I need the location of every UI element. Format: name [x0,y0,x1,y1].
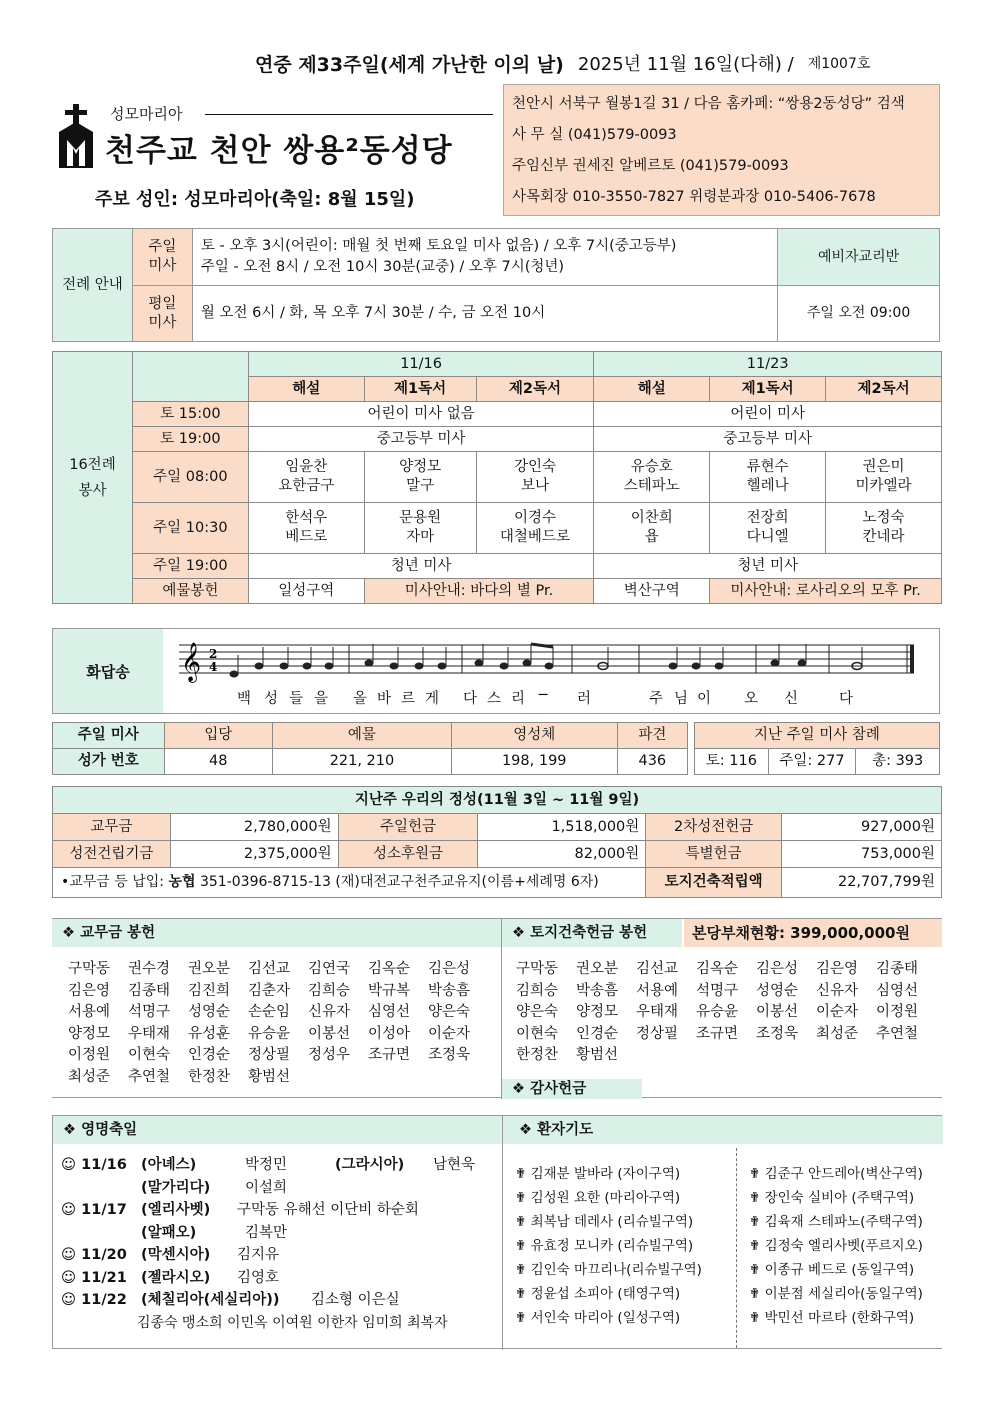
donor-name: 김은영 [68,982,111,999]
donor-name: 김선교 [636,961,679,977]
issue-number: 제1007호 [807,56,871,72]
offering-table [52,786,942,898]
patient-entry: ✟ 김육재 스테파노(주택구역) [749,1214,923,1230]
donor-name: 유승윤 [696,1004,739,1020]
hymn-header: 예물 [273,723,452,749]
donor-name: 서용예 [68,1004,111,1020]
donor-name: 조규면 [368,1047,411,1063]
role-header: 해설 [248,377,364,402]
liturgy-label: 전례 안내 [53,229,133,342]
psalm-label: 화답송 [53,629,163,713]
donor-name: 이현숙 [128,1047,171,1063]
donor-name: 이현숙 [516,1025,559,1042]
donor-name: 김춘자 [248,982,291,999]
liturgy-table [52,228,940,342]
mass-time: 주일 10:30 [132,503,248,554]
donor-name: 심영선 [876,982,919,999]
donor-name: 양은숙 [516,1004,559,1020]
thanks-header: ❖ 감사헌금 [502,1079,642,1099]
svg-text:𝄞: 𝄞 [181,642,202,682]
patients-left [515,1162,735,1330]
psalm-box [52,628,940,714]
mass-note: 청년 미사 [248,554,594,579]
office-phone: 사 무 실 (041)579-0093 [512,127,677,143]
sunday-title: 연중 제33주일(세계 가난한 이의 날) [255,53,564,76]
donor-name: 한정찬 [188,1068,231,1085]
mass-note: 중고등부 미사 [248,427,594,452]
feast-line: 김종숙 맹소희 이민옥 이여원 이한자 임미희 최복자 [137,1314,448,1331]
donors-section [52,918,942,1098]
donor-name: 서용예 [636,982,679,999]
server-cell: 양정모 말구 [364,452,476,503]
patient-entry: ✟ 김준구 안드레아(벽산구역) [749,1166,923,1182]
patients-header: ❖ 환자기도 [503,1116,943,1144]
donor-name: 양은숙 [428,1004,471,1020]
donor-name: 심영선 [368,1004,411,1020]
donor-name: 권오분 [576,961,619,977]
offering-amount: 1,518,000원 [478,814,646,841]
feast-patients-section [52,1115,942,1349]
feast-line: (말가리다) 이설희 [141,1179,288,1196]
server-cell: 노정숙 칸네라 [826,503,942,554]
patron-saint: 주보 성인: 성모마리아(축일: 8월 15일) [95,189,415,210]
council-phones: 사목회장 010-3550-7827 위령분과장 010-5406-7678 [512,189,876,205]
donor-name: 권오분 [188,961,231,977]
donor-name: 석명구 [128,1004,171,1020]
donor-name: 김희승 [516,982,559,999]
donor-name: 우태재 [128,1025,171,1042]
ministry-table [52,351,942,604]
server-cell: 유승호 스테파노 [594,452,710,503]
donor-name: 조정욱 [428,1047,471,1063]
donor-name: 김종태 [128,982,171,999]
donor-name: 정상필 [636,1025,679,1042]
mass-guide: 미사안내: 로사리오의 모후 Pr. [710,579,942,604]
date-header: 11/23 [594,352,942,377]
feast-line: ☺ 11/21 (젤라시오) 김영호 [61,1269,280,1286]
church-name: 천주교 천안 쌍용²동성당 [105,133,453,169]
land-names [516,959,942,1067]
donor-name: 이정원 [876,1004,919,1020]
offering-type: 성전건립기금 [53,841,171,868]
divider [205,114,493,115]
donor-name: 이순자 [428,1025,471,1042]
ministry-label: 16전례 봉사 [53,352,133,604]
donor-name: 김은성 [756,961,799,977]
donor-name: 박송흠 [428,982,471,999]
donor-name: 한정찬 [516,1047,559,1063]
divider [736,1148,737,1348]
land-fund-label: 토지건축적립액 [646,868,782,898]
server-cell: 류현수 헬레나 [710,452,826,503]
offering-type: 성소후원금 [338,841,478,868]
offering-amount: 2,375,000원 [170,841,338,868]
role-header: 제2독서 [476,377,594,402]
donor-name: 석명구 [696,982,739,999]
weekday-mass-times: 월 오전 6시 / 화, 목 오후 7시 30분 / 수, 금 오전 10시 [192,286,777,342]
patient-entry: ✟ 서인숙 마리아 (일성구역) [515,1310,681,1326]
role-header: 제1독서 [364,377,476,402]
svg-text:4: 4 [209,660,218,674]
feast-line: ☺ 11/16 (아녜스) 박정민 (그라시아) 남현욱 [61,1157,476,1173]
mass-note: 청년 미사 [594,554,942,579]
feast-line: ☺ 11/22 (체칠리아(세실리아)) 김소형 이은실 [61,1292,400,1308]
pastor-phone: 주임신부 권세진 알베르토 (041)579-0093 [512,158,789,174]
offering-amount: 927,000원 [782,814,942,841]
hymn-number: 221, 210 [273,749,452,775]
donor-name: 구막동 [516,961,559,977]
offering-zone: 벽산구역 [594,579,710,604]
attendance-value: 주일: 277 [768,749,856,775]
patient-entry: ✟ 최복남 데레사 (리슈빌구역) [515,1214,694,1230]
donor-name: 김희승 [308,982,351,999]
donor-name: 김종태 [876,961,919,977]
attendance-value: 토: 116 [695,749,769,775]
sunday-mass-label: 주일 미사 [132,229,192,286]
donor-name: 황범선 [576,1047,619,1063]
catechumen-label: 예비자교리반 [778,229,940,286]
mass-note: 어린이 미사 [594,402,942,427]
server-cell: 이경수 대철베드로 [476,503,594,554]
feast-line: (알패오) 김복만 [141,1224,288,1241]
church-subtitle: 성모마리아 [110,105,183,123]
hymn-header: 파견 [617,723,687,749]
patient-entry: ✟ 김인숙 마끄리나(리슈빌구역) [515,1262,702,1278]
offering-type: 주일헌금 [338,814,478,841]
donor-name: 조규면 [696,1025,739,1042]
patient-entry: ✟ 유효정 모니카 (리슈빌구역) [515,1238,694,1254]
patient-entry: ✟ 김재분 발바라 (자이구역) [515,1166,681,1182]
server-cell: 전장희 다니엘 [710,503,826,554]
attendance-table [694,722,940,775]
patients-right [749,1162,949,1330]
role-header: 제1독서 [710,377,826,402]
offering-type: 교무금 [53,814,171,841]
offering-title: 지난주 우리의 정성(11월 3일 ~ 11월 9일) [53,787,942,814]
role-header: 제2독서 [826,377,942,402]
donor-name: 우태재 [636,1004,679,1020]
offering-amount: 82,000원 [478,841,646,868]
donor-name: 박규복 [368,982,411,999]
donor-name: 김옥순 [368,961,411,977]
donor-name: 구막동 [68,961,111,977]
catechumen-time: 주일 오전 09:00 [778,286,940,342]
donor-name: 최성준 [816,1025,859,1042]
donor-name: 김은성 [428,961,471,977]
donor-name: 성영순 [188,1004,231,1020]
donor-name: 인경순 [188,1047,231,1063]
donor-name: 권수경 [128,961,171,977]
patient-entry: ✟ 김성원 요한 (마리아구역) [515,1190,681,1206]
weekday-mass-label: 평일 미사 [132,286,192,342]
donor-name: 추연철 [876,1025,919,1042]
donor-name: 양정모 [68,1025,111,1042]
mass-time: 주일 19:00 [132,554,248,579]
patient-entry: ✟ 이종규 베드로 (동일구역) [749,1262,915,1278]
donor-name: 김선교 [248,961,291,977]
offering-amount: 2,780,000원 [170,814,338,841]
donor-name: 신유자 [816,982,859,999]
hymn-number: 198, 199 [451,749,617,775]
mass-time: 토 15:00 [132,402,248,427]
psalm-lyrics: 백 성 들 을 올 바 르 게 다 스 리 − 러 주 님 이 오 신 다 [237,687,854,707]
address-line: 천안시 서북구 월봉1길 31 / 다음 홈카페: “쌍용2동성당” 검색 [512,96,905,112]
hymn-number: 436 [617,749,687,775]
hymn-number: 48 [164,749,273,775]
donor-name: 이성아 [368,1025,411,1042]
donor-name: 인경순 [576,1025,619,1042]
offering-zone: 일성구역 [248,579,364,604]
feast-list [61,1154,501,1334]
server-cell: 강인숙 보나 [476,452,594,503]
offering-type: 특별헌금 [646,841,782,868]
svg-text:2: 2 [209,647,218,661]
attendance-value: 총: 393 [856,749,940,775]
hymn-table [52,722,688,775]
donor-name: 이봉선 [756,1004,799,1020]
donor-name: 유승윤 [248,1025,291,1042]
donor-name: 이정원 [68,1047,111,1063]
hymn-header: 입당 [164,723,273,749]
donor-name: 김옥순 [696,961,739,977]
offering-amount: 753,000원 [782,841,942,868]
donor-name: 이순자 [816,1004,859,1020]
donor-name: 양정모 [576,1004,619,1020]
psalm-staff [179,635,939,687]
patient-entry: ✟ 박민선 마르타 (한화구역) [749,1310,915,1326]
donor-name: 최성준 [68,1068,111,1085]
contact-info [503,84,940,216]
patient-entry: ✟ 이분점 세실리아(동일구역) [749,1286,923,1302]
patient-entry: ✟ 김정숙 엘리사벳(푸르지오) [749,1238,923,1254]
offering-type: 2차성전헌금 [646,814,782,841]
mass-time: 주일 08:00 [132,452,248,503]
hymn-header: 영성체 [451,723,617,749]
sunday-mass-times: 토 - 오후 3시(어린이: 매월 첫 번째 토요일 미사 없음) / 오후 7시(중고등부) 주일 - 오전 8시 / 오전 10시 30분(교중) / 오후 7시(청년) [192,229,777,286]
land-fund-value: 22,707,799원 [782,868,942,898]
donor-name: 정성우 [308,1047,351,1063]
donor-name: 황범선 [248,1068,291,1085]
donor-name: 성영순 [756,982,799,999]
land-header: ❖ 토지건축헌금 봉헌 [502,919,682,947]
divider [502,1116,503,1350]
donor-name: 김진희 [188,982,231,999]
mass-time: 토 19:00 [132,427,248,452]
server-cell: 한석우 베드로 [248,503,364,554]
issue-date: 2025년 11월 16일(다해) / [577,54,794,75]
donor-name: 추연철 [128,1068,171,1085]
donor-name: 유성훈 [188,1025,231,1042]
mass-note: 중고등부 미사 [594,427,942,452]
date-header: 11/16 [248,352,594,377]
tithe-names [68,959,498,1088]
donor-name: 김은영 [816,961,859,977]
donor-name: 이봉선 [308,1025,351,1042]
debt-status: 본당부채현황: 399,000,000원 [684,919,942,947]
server-cell: 권은미 미카엘라 [826,452,942,503]
corner [132,352,248,402]
masthead-line [255,48,945,78]
role-header: 해설 [594,377,710,402]
church-logo-icon [55,104,97,170]
patient-entry: ✟ 장인숙 실비아 (주택구역) [749,1190,915,1206]
feast-line: ☺ 11/20 (막센시아) 김지유 [61,1247,280,1263]
account-info: •교무금 등 납입: 농협 351-0396-8715-13 (재)대전교구천주교유지(이름+세례명 6자) [53,868,646,898]
hymn-label: 주일 미사 [53,723,165,749]
mass-guide: 미사안내: 바다의 별 Pr. [364,579,594,604]
donor-name: 신유자 [308,1004,351,1020]
donor-name: 박송흠 [576,982,619,999]
feast-line: ☺ 11/17 (엘리사벳) 구막동 유해선 이단비 하순회 [61,1202,419,1218]
donor-name: 김연국 [308,961,351,977]
donor-name: 손순임 [248,1004,291,1020]
mass-note: 어린이 미사 없음 [248,402,594,427]
offering-label: 예물봉헌 [132,579,248,604]
feast-header: ❖ 영명축일 [53,1116,502,1144]
server-cell: 문용원 자마 [364,503,476,554]
donor-name: 조정욱 [756,1025,799,1042]
hymn-label: 성가 번호 [53,749,165,775]
server-cell: 임윤찬 요한금구 [248,452,364,503]
attendance-title: 지난 주일 미사 참례 [695,723,940,749]
donor-name: 정상필 [248,1047,291,1063]
tithe-header: ❖ 교무금 봉헌 [52,919,501,947]
patient-entry: ✟ 정윤섭 소피아 (태영구역) [515,1286,681,1302]
server-cell: 이찬희 욥 [594,503,710,554]
